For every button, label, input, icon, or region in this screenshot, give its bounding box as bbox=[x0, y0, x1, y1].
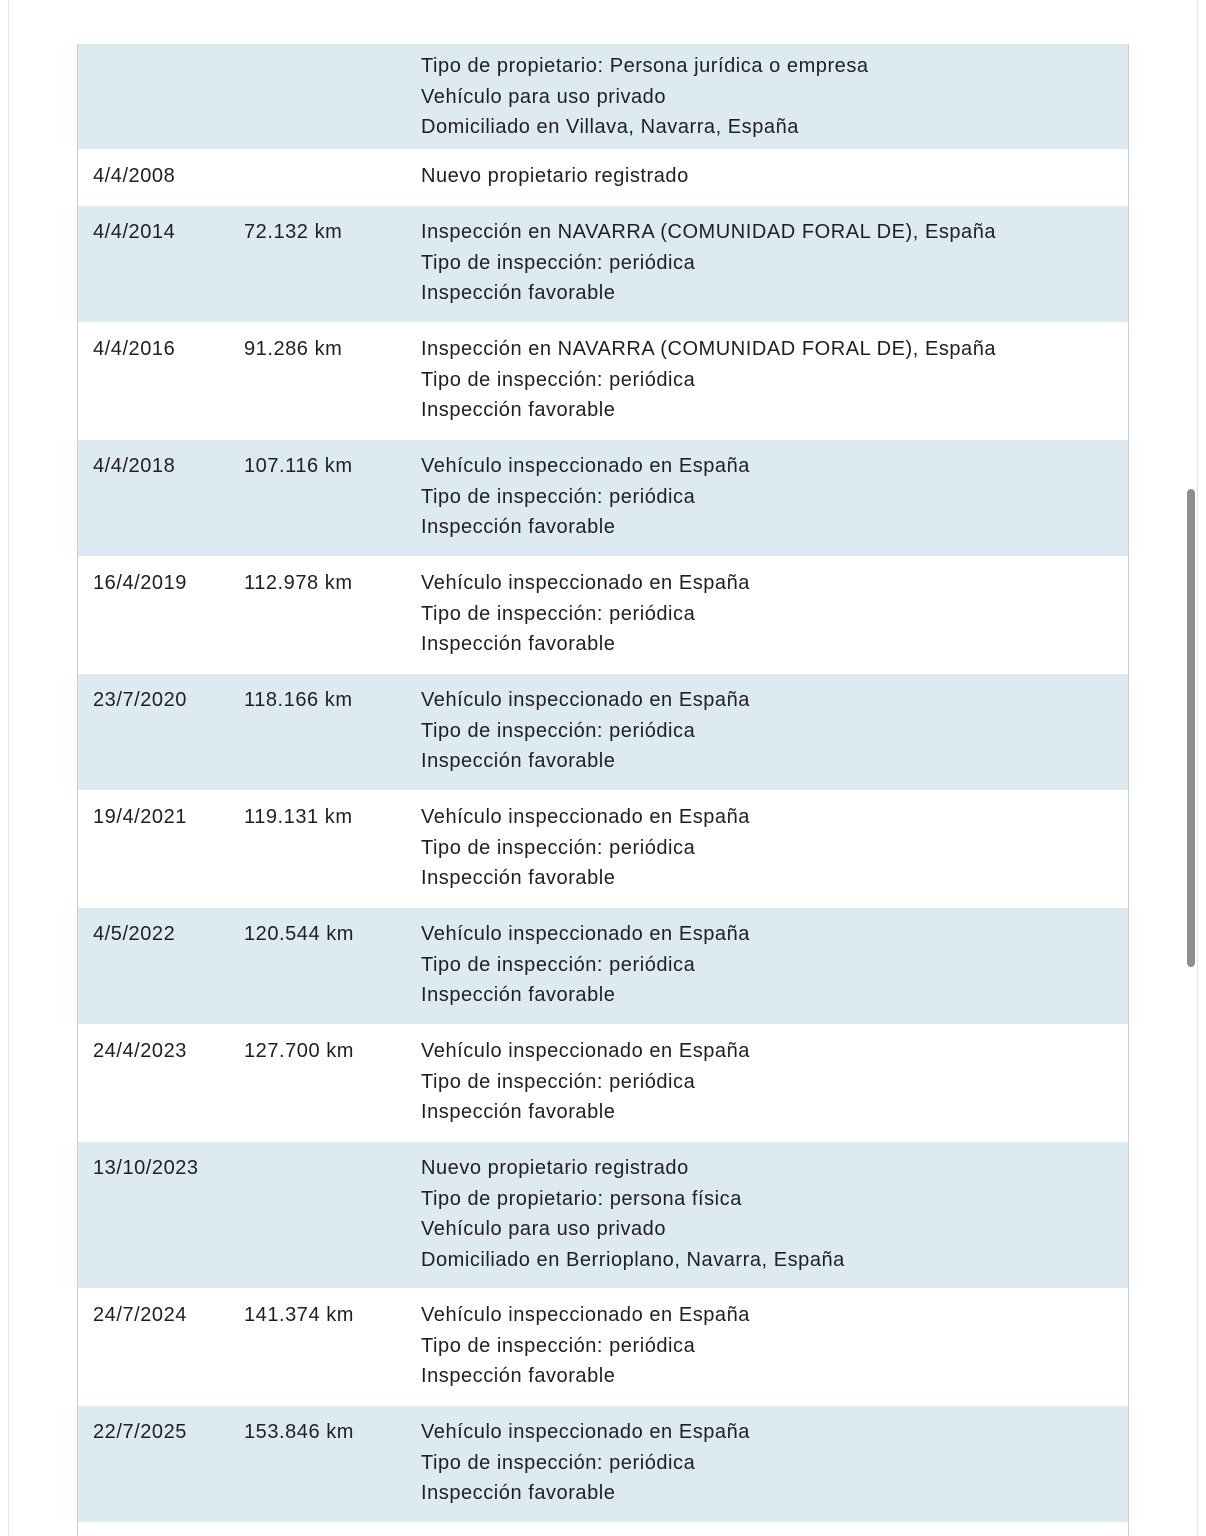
description-line: Vehículo inspeccionado en España bbox=[421, 1304, 750, 1326]
description-line: Tipo de inspección: periódica bbox=[421, 485, 696, 508]
mileage-cell: 127.700 km bbox=[244, 1040, 355, 1062]
mileage-cell: 120.544 km bbox=[244, 923, 355, 945]
description-line: Inspección favorable bbox=[421, 1101, 616, 1123]
description-line: Inspección favorable bbox=[421, 1482, 616, 1504]
mileage-cell bbox=[243, 51, 406, 149]
description-line: Tipo de inspección: periódica bbox=[421, 251, 696, 274]
description-line: Vehículo inspeccionado en España bbox=[421, 1421, 750, 1443]
description-cell bbox=[406, 802, 1128, 907]
description-line: Nuevo propietario registrado bbox=[421, 1157, 689, 1179]
description-line: Vehículo inspeccionado en España bbox=[421, 1040, 750, 1062]
description-line: Inspección en NAVARRA (COMUNIDAD FORAL DE), España bbox=[421, 338, 997, 360]
description-line: Tipo de inspección: periódica bbox=[421, 1334, 696, 1357]
date-cell: 24/7/2024 bbox=[93, 1304, 187, 1326]
description-line: Tipo de inspección: periódica bbox=[421, 953, 696, 976]
description-line: Tipo de propietario: persona física bbox=[421, 1187, 742, 1210]
date-cell: 13/10/2023 bbox=[93, 1157, 199, 1179]
description-line: Inspección favorable bbox=[421, 750, 616, 772]
description-line: Vehículo para uso privado bbox=[421, 1218, 667, 1240]
mileage-cell: 153.846 km bbox=[244, 1421, 355, 1443]
date-cell: 19/4/2021 bbox=[93, 806, 187, 828]
frame-left-border bbox=[8, 0, 9, 1536]
description-cell bbox=[406, 568, 1128, 673]
mileage-cell bbox=[243, 161, 406, 205]
description-line: Tipo de inspección: periódica bbox=[421, 602, 696, 625]
description-line: Inspección favorable bbox=[421, 633, 616, 655]
description-cell bbox=[406, 334, 1128, 439]
mileage-cell: 118.166 km bbox=[244, 689, 353, 711]
date-cell bbox=[78, 51, 243, 149]
table-row bbox=[78, 206, 1128, 323]
description-cell bbox=[406, 1300, 1128, 1405]
description-line: Vehículo inspeccionado en España bbox=[421, 572, 750, 594]
description-line: Nuevo propietario registrado bbox=[421, 165, 689, 187]
vehicle-history-table bbox=[77, 44, 1129, 1536]
description-cell bbox=[406, 51, 1128, 149]
table-row bbox=[78, 908, 1128, 1025]
frame-right-border bbox=[1197, 0, 1198, 1536]
description-line: Inspección favorable bbox=[421, 516, 616, 538]
vertical-scrollbar[interactable] bbox=[1187, 489, 1195, 967]
mileage-cell: 72.132 km bbox=[244, 221, 343, 243]
description-cell bbox=[406, 1417, 1128, 1522]
description-line: Domiciliado en Berrioplano, Navarra, España bbox=[421, 1248, 845, 1271]
date-cell: 16/4/2019 bbox=[93, 572, 187, 594]
mileage-cell: 119.131 km bbox=[244, 806, 353, 828]
table-row bbox=[78, 1025, 1128, 1142]
table-row bbox=[78, 440, 1128, 557]
description-line: Tipo de inspección: periódica bbox=[421, 1451, 696, 1474]
description-cell bbox=[406, 451, 1128, 556]
mileage-cell: 91.286 km bbox=[244, 338, 343, 360]
table-row bbox=[78, 557, 1128, 674]
table-row bbox=[78, 674, 1128, 791]
table-row bbox=[78, 1406, 1128, 1523]
description-cell bbox=[406, 1036, 1128, 1141]
description-line: Inspección favorable bbox=[421, 1365, 616, 1387]
date-cell: 4/4/2008 bbox=[93, 165, 176, 187]
table-row bbox=[78, 45, 1128, 150]
mileage-cell: 112.978 km bbox=[244, 572, 353, 594]
description-line: Inspección favorable bbox=[421, 282, 616, 304]
table-row bbox=[78, 1142, 1128, 1289]
table-row bbox=[78, 323, 1128, 440]
date-cell: 4/4/2018 bbox=[93, 455, 176, 477]
description-line: Inspección favorable bbox=[421, 867, 616, 889]
description-cell bbox=[406, 161, 1128, 205]
date-cell: 4/5/2022 bbox=[93, 923, 176, 945]
description-line: Vehículo inspeccionado en España bbox=[421, 455, 750, 477]
description-line: Domiciliado en Villava, Navarra, España bbox=[421, 116, 799, 138]
date-cell: 24/4/2023 bbox=[93, 1040, 187, 1062]
description-line: Vehículo inspeccionado en España bbox=[421, 923, 750, 945]
table-row bbox=[78, 791, 1128, 908]
description-cell bbox=[406, 1153, 1128, 1288]
date-cell: 23/7/2020 bbox=[93, 689, 187, 711]
description-line: Tipo de inspección: periódica bbox=[421, 836, 696, 859]
description-line: Vehículo inspeccionado en España bbox=[421, 806, 750, 828]
mileage-cell: 107.116 km bbox=[244, 455, 353, 477]
mileage-cell bbox=[243, 1153, 406, 1288]
date-cell: 4/4/2014 bbox=[93, 221, 176, 243]
mileage-cell: 141.374 km bbox=[244, 1304, 355, 1326]
description-cell bbox=[406, 685, 1128, 790]
description-cell bbox=[406, 919, 1128, 1024]
description-line: Tipo de inspección: periódica bbox=[421, 368, 696, 391]
table-row bbox=[78, 1289, 1128, 1406]
date-cell: 22/7/2025 bbox=[93, 1421, 187, 1443]
description-line: Tipo de propietario: Persona jurídica o empresa bbox=[421, 55, 869, 77]
description-line: Tipo de inspección: periódica bbox=[421, 719, 696, 742]
description-line: Vehículo para uso privado bbox=[421, 85, 667, 108]
table-row bbox=[78, 150, 1128, 206]
description-line: Inspección favorable bbox=[421, 984, 616, 1006]
description-line: Inspección en NAVARRA (COMUNIDAD FORAL DE), España bbox=[421, 221, 997, 243]
description-line: Vehículo inspeccionado en España bbox=[421, 689, 750, 711]
description-line: Inspección favorable bbox=[421, 399, 616, 421]
description-line: Tipo de inspección: periódica bbox=[421, 1070, 696, 1093]
description-cell bbox=[406, 217, 1128, 322]
date-cell: 4/4/2016 bbox=[93, 338, 176, 360]
